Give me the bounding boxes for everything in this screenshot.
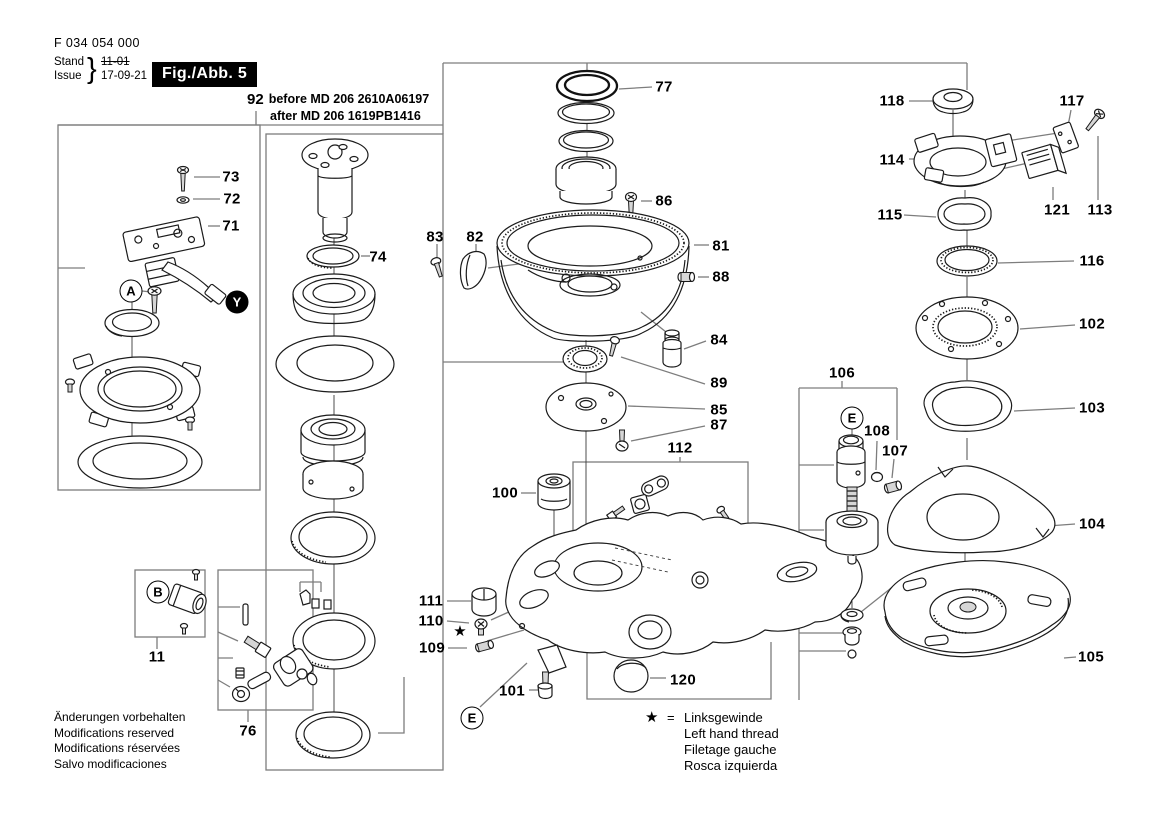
part-callout-72: 72 (223, 190, 241, 208)
note-92-line1: before MD 206 2610A06197 (268, 92, 430, 106)
part-callout-81: 81 (712, 237, 730, 255)
legend-equals: = (667, 710, 675, 725)
part-callout-107: 107 (882, 442, 908, 460)
legend-line-es: Rosca izquierda (684, 758, 778, 773)
revision-brace: } (87, 53, 97, 85)
part-callout-110: 110 (418, 612, 444, 630)
part-callout-109: 109 (419, 639, 445, 657)
part-callout-103: 103 (1079, 399, 1105, 417)
issue-value: 17-09-21 (101, 69, 148, 82)
document-number: F 034 054 000 (54, 36, 140, 50)
part-callout-121: 121 (1044, 201, 1070, 219)
part-callout-113: 113 (1087, 201, 1113, 219)
part-callout-86: 86 (655, 192, 673, 210)
reference-marker-e: E (841, 407, 864, 430)
left-hand-thread-star-icon: ★ (453, 623, 467, 640)
legend-line-fr: Filetage gauche (684, 742, 777, 757)
modifications-line-es: Salvo modificaciones (54, 756, 167, 771)
part-callout-76: 76 (239, 722, 257, 740)
part-callout-118: 118 (879, 92, 905, 110)
part-callout-88: 88 (712, 268, 730, 286)
part-callout-100: 100 (492, 484, 518, 502)
part-callout-101: 101 (499, 682, 525, 700)
part-callout-102: 102 (1079, 315, 1105, 333)
part-callout-105: 105 (1078, 648, 1104, 666)
part-callout-84: 84 (710, 331, 728, 349)
reference-marker-e: E (461, 707, 484, 730)
part-callout-120: 120 (670, 671, 696, 689)
reference-marker-y: Y (226, 291, 249, 314)
part-callout-85: 85 (710, 401, 728, 419)
part-callout-117: 117 (1059, 92, 1085, 110)
part-callout-77: 77 (655, 78, 673, 96)
note-92-number: 92 (247, 91, 264, 108)
part-callout-108: 108 (864, 422, 890, 440)
part-callout-73: 73 (222, 168, 240, 186)
stand-label: Stand (54, 56, 85, 68)
part-callout-83: 83 (426, 228, 444, 246)
legend-line-en: Left hand thread (684, 726, 779, 741)
modifications-line-fr: Modifications réservées (54, 741, 181, 755)
part-callout-71: 71 (222, 217, 240, 235)
issue-label: Issue (54, 69, 82, 82)
modifications-line-en: Modifications reserved (54, 725, 175, 740)
part-callout-112: 112 (667, 439, 693, 457)
stand-value-struck: 11-01 (101, 56, 130, 68)
part-callout-11: 11 (148, 648, 166, 666)
reference-marker-a: A (120, 280, 143, 303)
note-92-line2: after MD 206 1619PB1416 (270, 109, 421, 123)
part-callout-104: 104 (1079, 515, 1105, 533)
part-callout-111: 111 (418, 592, 444, 610)
part-callout-115: 115 (877, 206, 903, 224)
part-callout-106: 106 (829, 364, 855, 382)
reference-marker-b: B (147, 581, 170, 604)
part-callout-116: 116 (1079, 252, 1105, 270)
figure-label: Fig./Abb. 5 (152, 62, 257, 87)
modifications-line-de: Änderungen vorbehalten (54, 710, 186, 724)
part-callout-89: 89 (710, 374, 728, 392)
part-callout-82: 82 (466, 228, 484, 246)
part-callout-87: 87 (710, 416, 728, 434)
star-icon: ★ (645, 709, 659, 726)
part-callout-74: 74 (369, 248, 387, 266)
part-callout-114: 114 (879, 151, 905, 169)
legend-line-de: Linksgewinde (684, 710, 763, 725)
